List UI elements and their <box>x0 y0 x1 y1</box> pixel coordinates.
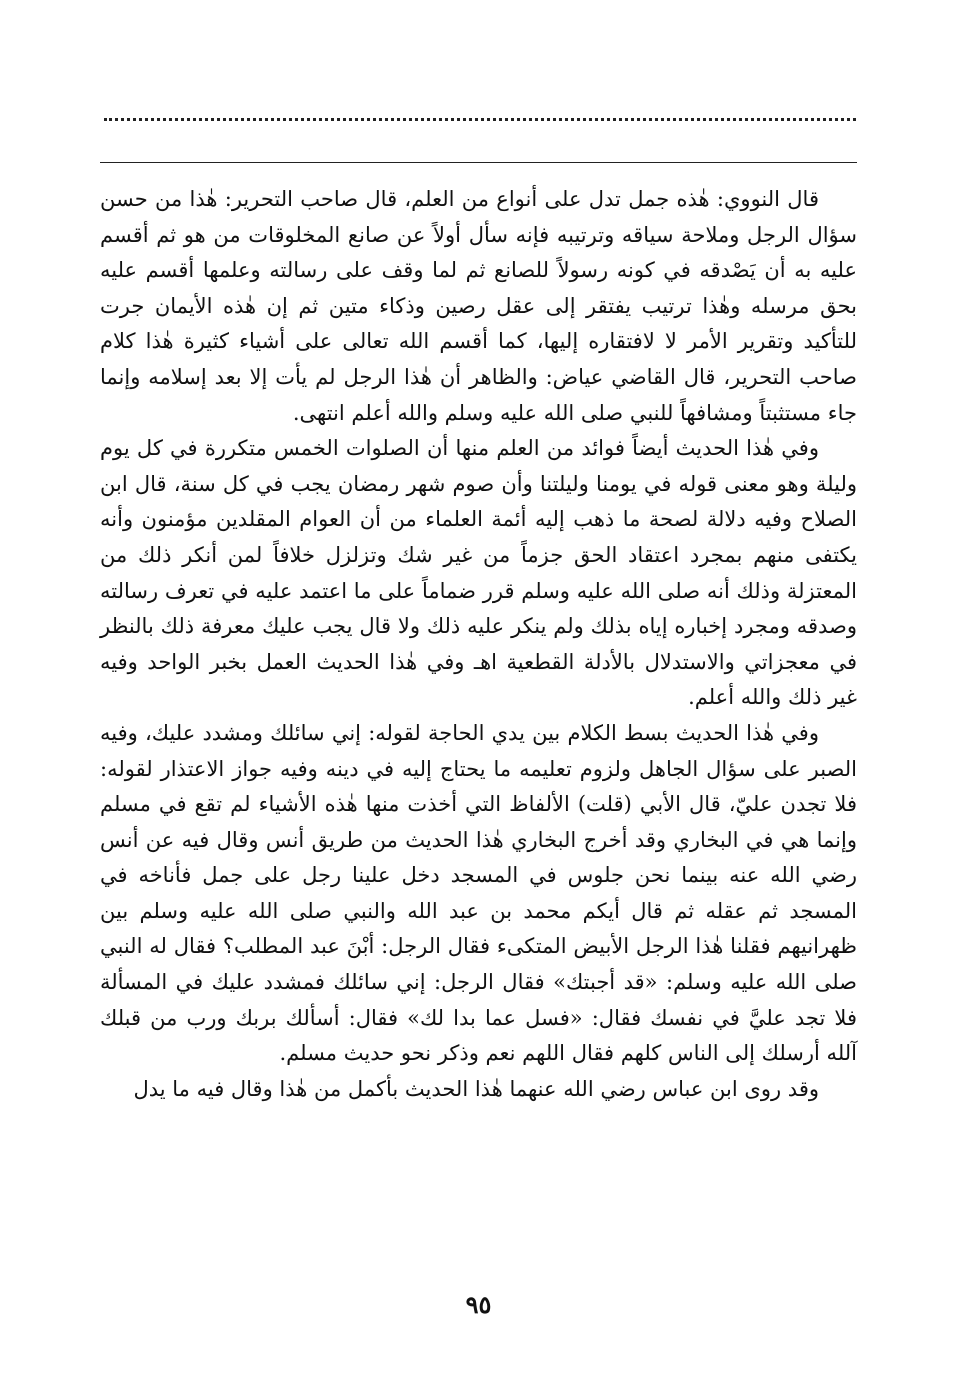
paragraph-2: وفي هٰذا الحديث أيضاً فوائد من العلم منها أن الصلوات الخمس متكررة في كل يوم وليلة وهو معنى قوله في يومنا وليلتنا وأن صوم شهر رمضان يجب في كل سنة، قال ابن الصلاح وفيه دلالة لصحة ما ذهب إليه أئمة العلماء من أن العوام المقلدين مؤمنون وأنه يكتفى منهم بمجرد اعتقاد الحق جزماً من غير شك وتزلزل خلافاً لمن أنكر ذلك من المعتزلة وذلك أنه صلى الله عليه وسلم قرر ضماماً على ما اعتمد عليه في تعرف رسالته وصدقه ومجرد إخباره إياه بذلك ولم ينكر عليه ذلك ولا قال يجب عليك معرفة ذلك بالنظر في معجزاتي والاستدلال بالأدلة القطعية اهـ وفي هٰذا الحديث العمل بخبر الواحد وفيه غير ذلك والله أعلم. <box>100 436 857 710</box>
paragraph-1: قال النووي: هٰذه جمل تدل على أنواع من العلم، قال صاحب التحرير: هٰذا من حسن سؤال الرجل وملاحة سياقه وترتيبه فإنه سأل أولاً عن صانع المخلوقات من هو ثم أقسم عليه به أن يَصْدقه في كونه رسولاً للصانع ثم لما وقف على رسالته وعلمها أقسم عليه بحق مرسله وهٰذا ترتيب يفتقر إلى عقل رصين وذكاء متين ثم إن هٰذه الأيمان جرت للتأكيد وتقرير الأمر لا لافتقاره إليها، كما أقسم الله تعالى على أشياء كثيرة هٰذا كلام صاحب التحرير، قال القاضي عياض: والظاهر أن هٰذا الرجل لم يأت إلا بعد إسلامه وإنما جاء مستثبتاً ومشافهاً للنبي صلى الله عليه وسلم والله أعلم انتهى. <box>100 187 857 425</box>
paragraph-3: وفي هٰذا الحديث بسط الكلام بين يدي الحاجة لقوله: إني سائلك ومشدد عليك، وفيه الصبر على سؤال الجاهل ولزوم تعليمه ما يحتاج إليه في دينه وفيه جواز الاعتذار لقوله: فلا تجدن عليّ، قال الأبي (قلت) الألفاظ التي أخذت منها هٰذه الأشياء لم تقع في مسلم وإنما هي في البخاري وقد أخرج البخاري هٰذا الحديث من طريق أنس وقال فيه عن أنس رضي الله عنه بينما نحن جلوس في المسجد دخل علينا رجل على جمل فأناخه في المسجد ثم عقله ثم قال أيكم محمد بن عبد الله والنبي صلى الله عليه وسلم بين ظهرانيهم فقلنا هٰذا الرجل الأبيض المتكىء فقال الرجل: أبْنَ عبد المطلب؟ فقال له النبي صلى الله عليه وسلم: «قد أجبتك» فقال الرجل: إني سائلك فمشدد عليك في المسألة فلا تجد عليَّ في نفسك فقال: «فسل عما بدا لك» فقال: أسألك بربك ورب من قبلك آلله أرسلك إلى الناس كلهم فقال اللهم نعم وذكر نحو حديث مسلم. <box>100 720 857 1066</box>
page-body <box>100 182 857 1107</box>
page-number: ٩٥ <box>465 1290 492 1319</box>
dotted-separator <box>104 118 856 121</box>
solid-separator <box>100 162 857 163</box>
paragraph-4: وقد روى ابن عباس رضي الله عنهما هٰذا الحديث بأكمل من هٰذا وقال فيه ما يدل <box>133 1076 819 1101</box>
